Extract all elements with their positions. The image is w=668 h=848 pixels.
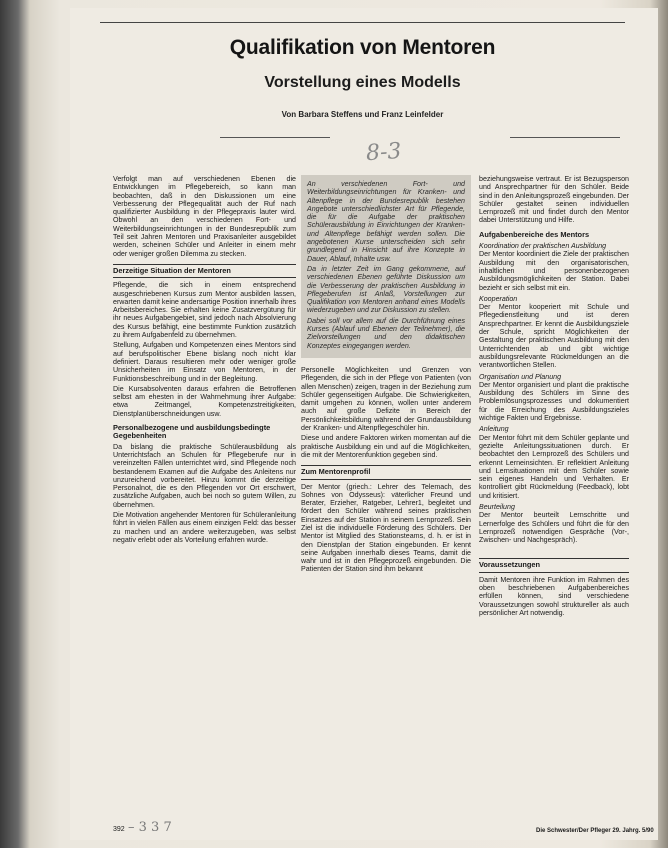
section-heading: Aufgabenbereiche des Mentors	[479, 229, 590, 239]
paragraph: Der Mentor beurteilt Lernschritte und Lernerfolge des Schülers und führt die für den Lernprozeß notwendigen Gespräche (Vor-, Zwischen- und Nachgespräch).	[479, 511, 629, 545]
section-heading: Voraussetzungen	[479, 558, 629, 572]
divider-right	[510, 137, 620, 138]
abstract-paragraph: Da in letzter Zeit im Gang gekommene, auf verschiedenen Ebenen geführte Diskussion um die Verbesserung der praktischen Ausbildung in Pflegeberufen ist Anlaß, Vorstellungen zur Qualifikation von Mentoren anhand eines Modells wiederzugeben und zur Diskussion zu stellen.	[307, 264, 465, 315]
abstract-paragraph: Dabei soll vor allem auf die Durchführung eines Kurses (Ablauf und Ebenen der Teilnehmer), die Zielvorstellungen und den didaktischen Konzeptes eingegangen werden.	[307, 316, 465, 350]
subheading: Koordination der praktischen Ausbildung	[479, 242, 607, 251]
paragraph: beziehungsweise vertraut. Er ist Bezugsperson und Ansprechpartner für den Schüler. Beide sind in den Anleitungsprozeß eingebunden. Der Schüler gestaltet seinen individuellen Lernprozeß mit und findet durch den Mentor dabei Unterstützung und Hilfe.	[479, 175, 629, 225]
divider-left	[220, 137, 330, 138]
intro-paragraph: Verfolgt man auf verschiedenen Ebenen die Entwicklungen im Pflegebereich, so kann man beobachten, daß in den Diskussionen um eine Verbesserung der Pflegequalität auch der Ruf nach qualifizierter Ausbildung in der Pflegepraxis lauter wird. Obwohl an den verschiedenen Fort- und Weiterbildungseinrichtungen in der Bundesrepublik zum Teil seit Jahren Mentoren und Praxisanleiter ausgebildet werden, scheinen Schüler und Anleiter in einem mehr oder weniger großen Dilemma zu stecken.	[113, 175, 296, 258]
handwritten-note: 8-3	[365, 138, 403, 167]
paragraph: Die Motivation angehender Mentoren für Schüleranleitung führt in vielen Fällen aus einem einzigen Feld: das besser zu machen und an andere weiterzugeben, was selbst negativ erlebt oder als Vorteilung erfahren wurde.	[113, 510, 296, 544]
section-heading: Personalbezogene und ausbildungsbedingte Gegebenheiten	[113, 423, 271, 441]
paragraph: Der Mentor organisiert und plant die praktische Ausbildung des Schülers im Sinne des Problemlösungsprozesses und dokumentiert für die Erreichung des Ausbildungszieles wichtige Fakten und Ergebnisse.	[479, 380, 629, 423]
subheading: Anleitung	[479, 425, 509, 434]
paragraph: Der Mentor koordiniert die Ziele der praktischen Ausbildung mit den organisatorischen, inhaltlichen und personenbezogenen Ausbildungsmöglichkeiten der Station. Dabei bezieht er sich selbst mit ein.	[479, 250, 629, 292]
paragraph: Stellung, Aufgaben und Kompetenzen eines Mentors sind auf berufspolitischer Ebene bislang noch nicht klar definiert. Daraus resultieren mehr oder weniger große Unsicherheiten im Einsatz von Mentoren, in der Funktionsbeschreibung und in der Begleitung.	[113, 341, 296, 383]
column-3	[479, 175, 629, 619]
abstract-paragraph: An verschiedenen Fort- und Weiterbildungseinrichtungen für Kranken- und Altenpflege in der Bundesrepublik bestehen Angebote unterschiedlichster Art für Pflegende, die für die Aufgabe der praktischen Schülerausbildung in Einrichtungen der Kranken- und Altenpflege befähigt werden sollen. Die angebotenen Kurse unterscheiden sich sehr grundlegend in Hinsicht auf ihre Konzepte in Dauer, Ablauf, Inhalte usw.	[307, 180, 465, 263]
subheading: Beurteilung	[479, 502, 515, 511]
paragraph: Der Mentor führt mit dem Schüler geplante und gezielte Anleitungssituationen durch. Er beobachtet den Lernprozeß des Schülers und erkennt Lerneinsichten. Er reflektiert Anleitung und Lernsituationen mit dem Schüler sowie sein eigenes Handeln und Verhalten. Er kontrolliert gibt Rückmeldung (Feedback), lobt und kritisiert.	[479, 433, 629, 500]
authors-line: Von Barbara Steffens und Franz Leinfelder	[281, 110, 444, 119]
paragraph: Die Kursabsolventen daraus erfahren die Betroffenen selbst am ehesten in der Wahrnehmung ihrer Aufgabe: etwa Zeitmangel, Kompetenzstreitigkeiten, Dienstplanüberschneidungen usw.	[113, 384, 296, 418]
abstract-box	[301, 175, 471, 358]
paragraph: Diese und andere Faktoren wirken momentan auf die praktische Ausbildung ein und auf die Möglichkeiten, die mit der Mentorenfunktion gegeben sind.	[301, 434, 471, 459]
top-rule	[100, 22, 625, 23]
journal-footer: Die Schwester/Der Pfleger 29. Jahrg. 5/90	[536, 828, 654, 834]
handwritten-page-note: – 3 3 7	[128, 820, 172, 835]
paragraph: Damit Mentoren ihre Funktion im Rahmen des oben beschriebenen Aufgabenbereiches erfüllen können, sind verschiedene Voraussetzungen sowohl struktureller als auch persönlicher Art notwendig.	[479, 575, 629, 617]
paragraph: Personelle Möglichkeiten und Grenzen von Pflegenden, die sich in der Pflege von Patienten (von allen Menschen) zeigen, tragen in der Beziehung zum Schüler gegenseitigen Aufgabe. Die Schwierigkeiten, damit umgehen zu können, wollen unter anderem auch auf große Defizite in Bereich der Persönlichkeitsbildung während der Grundausbildung der Kranken- und Altenpflegeschüler hin.	[301, 365, 471, 433]
section-heading: Zum Mentorenprofil	[301, 465, 471, 479]
article-subtitle: Vorstellung eines Modells	[264, 74, 461, 91]
paragraph: Der Mentor (griech.: Lehrer des Telemach, des Sohnes von Odysseus): väterlicher Freund und Berater, Erzieher, Ratgeber, Lehrer1, begleitet und fördert den Schüler während seines praktischen Einsatzes auf der Station in seinem Lernprozeß. Sein Ziel ist die individuelle Förderung des Schülers. Der Mentor ist Mitglied des Stationsteams, d. h. er ist in den Dienstplan der Station eingebunden. Er kennt seine Aufgaben innerhalb dieses Teams, damit die wahr und ist in den Pflegeprozeß eingebunden. Die Patienten der Station sind ihm bekannt	[301, 482, 471, 574]
section-heading: Derzeitige Situation der Mentoren	[113, 264, 296, 278]
paragraph: Da bislang die praktische Schülerausbildung als Unterrichtsfach an Schulen für Pflegeberufe nur in vereinzelten Fällen unterrichtet wird, sind Pflegende noch bestandenem Examen auf die Aufgabe des Anleitens nur unzureichend vorbereitet. Hinzu kommt die derzeitige Personalnot, die es den Pflegenden vor Ort erschwert, zusätzliche Aufgaben, auch bei noch so gutem Willen, zu übernehmen.	[113, 442, 296, 509]
page-number: 392	[113, 826, 125, 833]
column-2	[301, 175, 471, 576]
subheading: Organisation und Planung	[479, 372, 562, 381]
paragraph: Pflegende, die sich in einem entsprechend ausgeschriebenen Kursus zum Mentor ausbilden lassen, erwarten damit keine andersartige Position innerhalb ihres Arbeitsbereiches. Sie erhalten keine Zusatzvergütung für ihr neues Aufgabengebiet, sind jedoch nach Absolvierung des Kursus befähigt, eine bestimmte Funktion zusätzlich zu ihrem Aufgabenfeld zu übernehmen.	[113, 281, 296, 340]
article-title: Qualifikation von Mentoren	[229, 36, 496, 59]
subheading: Kooperation	[479, 294, 518, 303]
column-1	[113, 175, 296, 546]
paragraph: Der Mentor kooperiert mit Schule und Pflegedienstleitung und ist deren Ansprechpartner. Er kennt die Ausbildungsziele der Schule, spricht Möglichkeiten der Gestaltung der praktischen Ausbildung mit den Unterrichtenden ab und gibt wichtige ausbildungsrelevante Rückmeldungen an die verantwortlichen Stellen.	[479, 303, 629, 370]
